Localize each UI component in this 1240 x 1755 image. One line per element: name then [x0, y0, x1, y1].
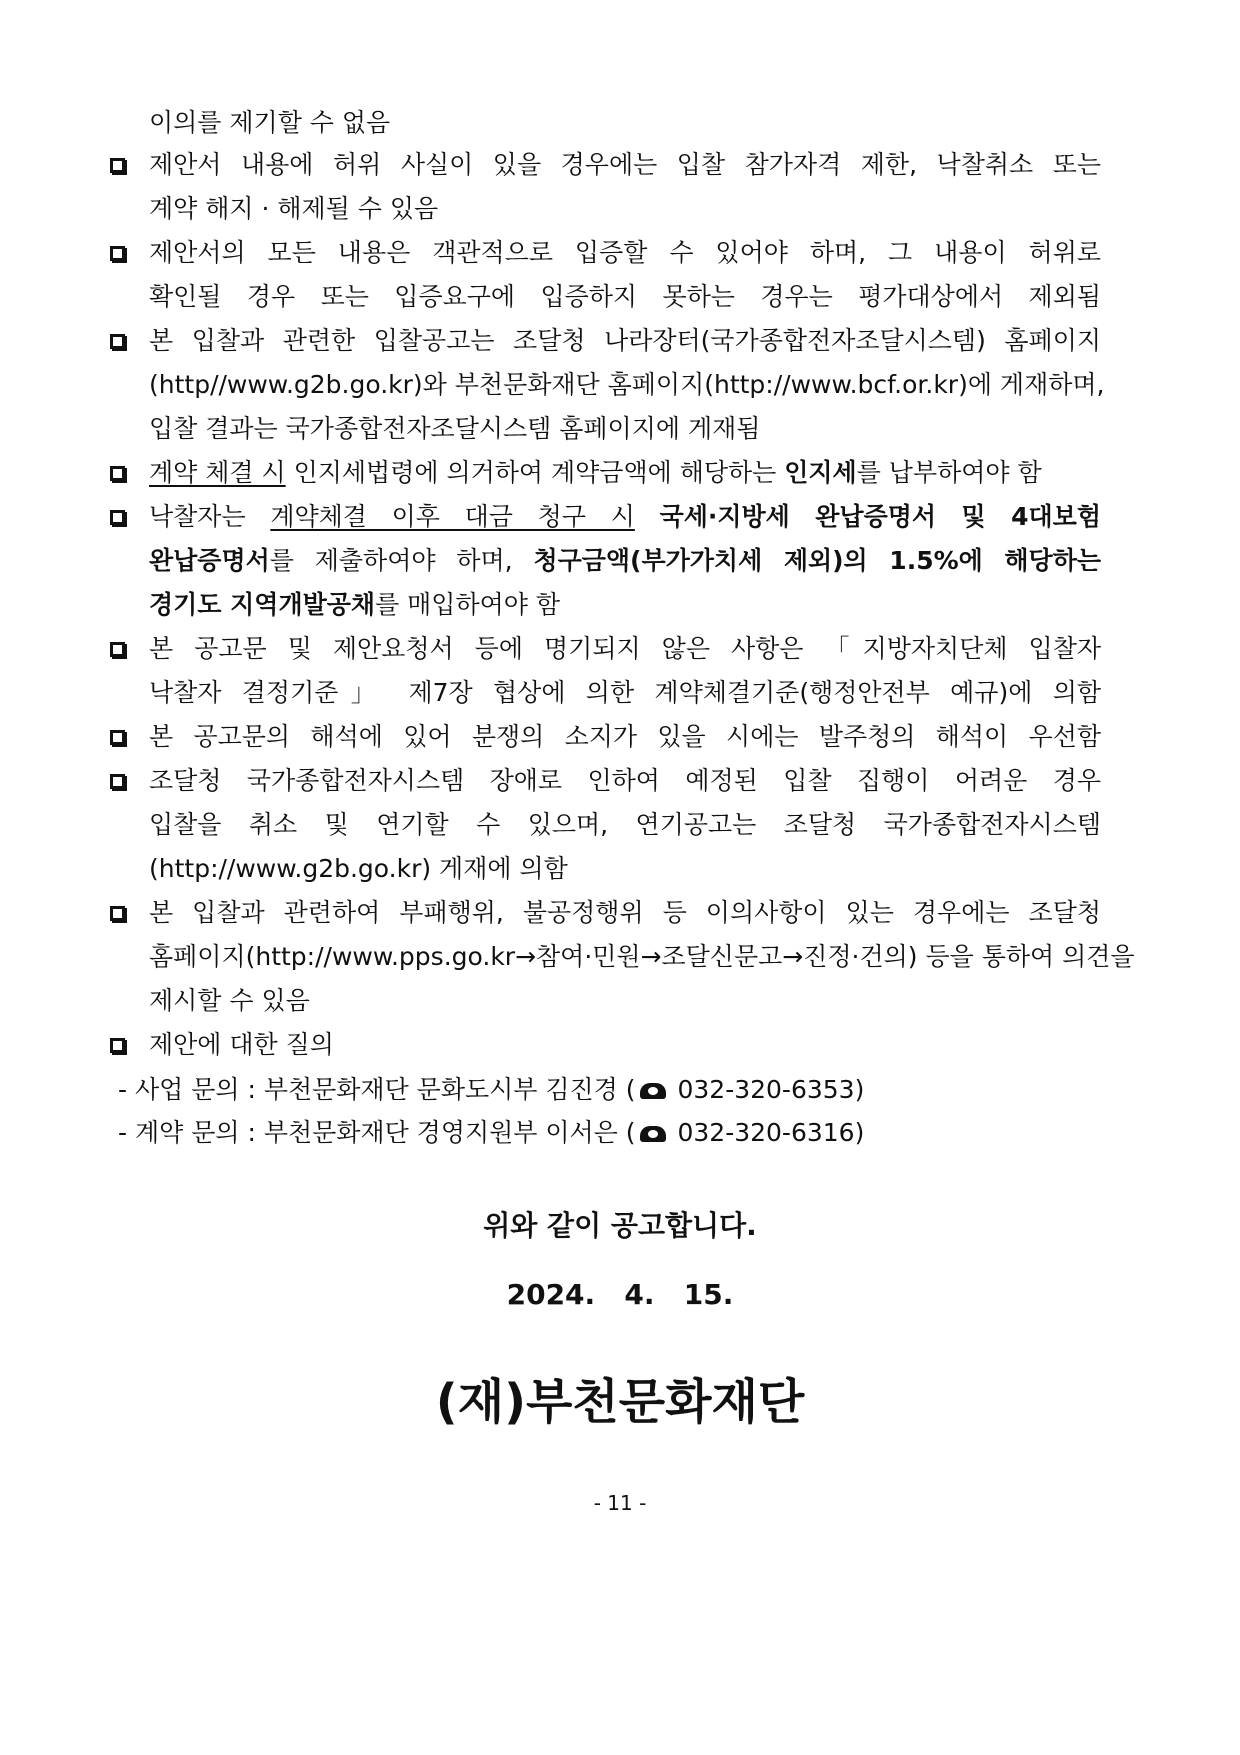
- body-line: 본 입찰과 관련하여 부패행위, 불공정행위 등 이의사항이 있는 경우에는 조달청: [149, 898, 1101, 927]
- body-line: (http://www.g2b.go.kr) 게재에 의함: [149, 854, 568, 883]
- body-line: [149, 590, 1101, 620]
- organization-name: (재)부천문화재단: [435, 1374, 805, 1430]
- text-span: - 사업 문의 : 부천문화재단 문화도시부 김진경 (: [118, 1075, 636, 1104]
- body-line: [149, 458, 1101, 488]
- body-line: 확인될 경우 또는 입증요구에 입증하지 못하는 경우는 평가대상에서 제외됨: [149, 282, 1101, 311]
- underlined-text: 계약체결 이후 대금 청구 시: [270, 502, 635, 531]
- text-span: 낙찰자는: [149, 502, 271, 531]
- body-line: 조달청 국가종합전자시스템 장애로 인하여 예정된 입찰 집행이 어려운 경우: [149, 766, 1101, 795]
- checkbox-bullet-icon: [110, 730, 125, 745]
- page-number: - 11 -: [593, 1491, 647, 1515]
- text-span: - 계약 문의 : 부천문화재단 경영지원부 이서은 (: [118, 1118, 636, 1147]
- phone-icon: [640, 1083, 666, 1099]
- phone-icon: [640, 1126, 666, 1142]
- body-line: 입찰을 취소 및 연기할 수 있으며, 연기공고는 조달청 국가종합전자시스템: [149, 810, 1101, 839]
- body-line: [149, 502, 1101, 532]
- text-span: 인지세법령에 의거하여 계약금액에 해당하는: [285, 458, 785, 487]
- phone-number: 032-320-6316): [669, 1118, 865, 1147]
- section-heading: 제안에 대한 질의: [149, 1030, 334, 1059]
- bold-text: 완납증명서: [149, 546, 270, 575]
- body-line: 낙찰자 결정기준」 제7장 협상에 의한 계약체결기준(행정안전부 예규)에 의함: [149, 678, 1101, 707]
- body-line: 제안서 내용에 허위 사실이 있을 경우에는 입찰 참가자격 제한, 낙찰취소 또는: [149, 150, 1101, 179]
- bold-text: 국세·지방세 완납증명서 및 4대보험: [659, 502, 1101, 531]
- body-line: 입찰 결과는 국가종합전자조달시스템 홈페이지에 게재됨: [149, 414, 761, 443]
- checkbox-bullet-icon: [110, 1038, 125, 1053]
- closing-statement: 위와 같이 공고합니다.: [483, 1209, 757, 1242]
- checkbox-bullet-icon: [110, 906, 125, 921]
- contact-line-business: [118, 1075, 1070, 1105]
- continuation-line: 이의를 제기할 수 없음: [149, 108, 391, 137]
- body-line: 계약 해지 · 해제될 수 있음: [149, 194, 439, 223]
- checkbox-bullet-icon: [110, 334, 125, 349]
- text-span: 를 매입하여야 함: [375, 590, 561, 619]
- body-line: 본 공고문 및 제안요청서 등에 명기되지 않은 사항은 「지방자치단체 입찰자: [149, 634, 1101, 663]
- body-line: (http//www.g2b.go.kr)와 부천문화재단 홈페이지(http://www.bcf.or.kr)에 게재하며,: [149, 370, 1105, 399]
- checkbox-bullet-icon: [110, 466, 125, 481]
- phone-number: 032-320-6353): [669, 1075, 865, 1104]
- text-span: 를 납부하여야 함: [856, 458, 1042, 487]
- body-line: 본 공고문의 해석에 있어 분쟁의 소지가 있을 시에는 발주청의 해석이 우선함: [149, 722, 1101, 751]
- checkbox-bullet-icon: [110, 774, 125, 789]
- text-span: 를 제출하여야 하며,: [269, 546, 534, 575]
- body-line: 홈페이지(http://www.pps.go.kr→참여·민원→조달신문고→진정·건의) 등을 통하여 의견을: [149, 942, 1135, 971]
- body-line: 제안서의 모든 내용은 객관적으로 입증할 수 있어야 하며, 그 내용이 허위로: [149, 238, 1101, 267]
- announcement-date: 2024. 4. 15.: [506, 1278, 734, 1311]
- checkbox-bullet-icon: [110, 158, 125, 173]
- bold-text: 인지세: [784, 458, 857, 487]
- body-line: 제시할 수 있음: [149, 986, 310, 1015]
- checkbox-bullet-icon: [110, 510, 125, 525]
- checkbox-bullet-icon: [110, 642, 125, 657]
- contact-line-contract: [118, 1118, 1070, 1148]
- body-line: 본 입찰과 관련한 입찰공고는 조달청 나라장터(국가종합전자조달시스템) 홈페이지: [149, 326, 1101, 355]
- body-line: [149, 546, 1101, 576]
- text-span: [635, 502, 660, 531]
- underlined-text: 계약 체결 시: [149, 458, 286, 487]
- bold-text: 경기도 지역개발공채: [149, 590, 376, 619]
- bold-text: 청구금액(부가가치세 제외)의 1.5%에 해당하는: [533, 546, 1101, 575]
- checkbox-bullet-icon: [110, 246, 125, 261]
